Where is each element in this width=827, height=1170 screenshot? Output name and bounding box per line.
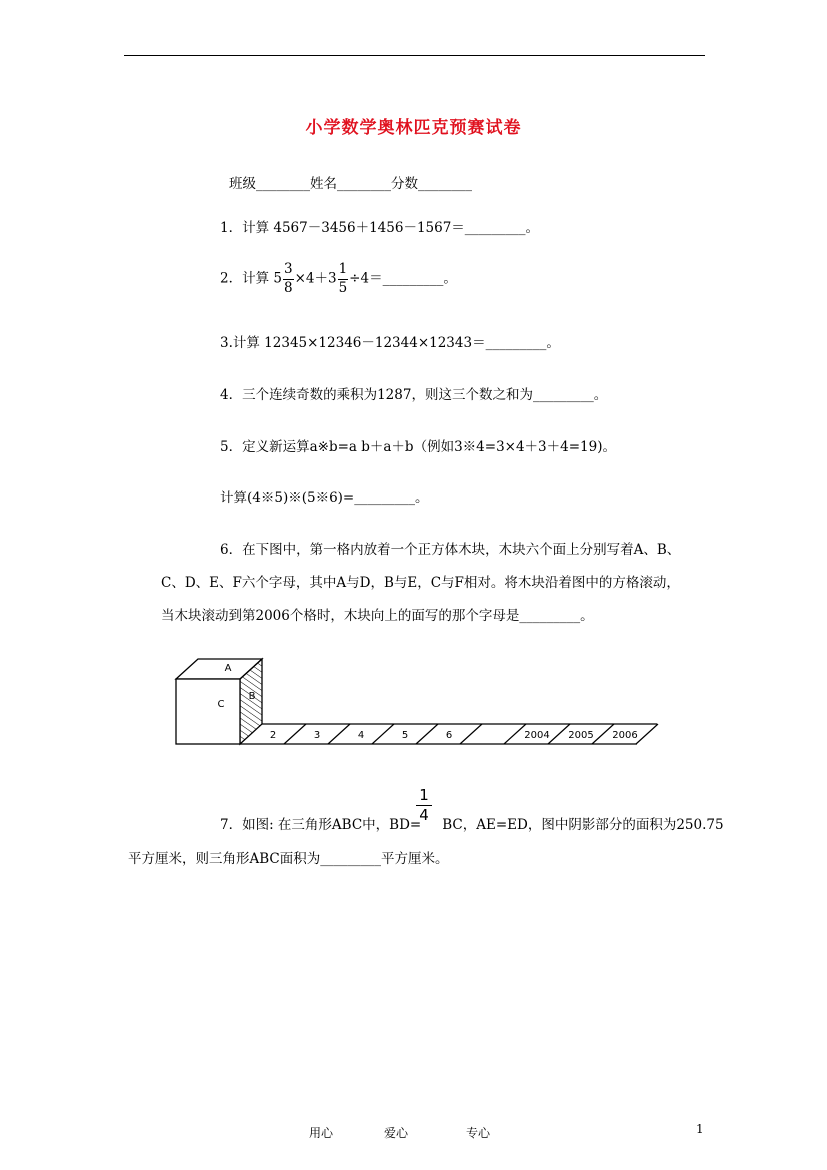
q2-fraction-1-denominator: 8 xyxy=(283,279,293,296)
q2-fraction-1 xyxy=(283,263,294,295)
track-cell-divider xyxy=(372,724,394,744)
track-cell-label: 2004 xyxy=(524,730,550,741)
q7-text-b: BC，AE=ED，图中阴影部分的面积为250.75 xyxy=(442,817,724,833)
track xyxy=(240,724,658,744)
question-7-line-2: 平方厘米，则三角形ABC面积为_________平方厘米。 xyxy=(128,851,449,867)
question-6-line-1: 6．在下图中，第一格内放着一个正方体木块，木块六个面上分别写着A、B、 xyxy=(220,542,681,558)
footer-item-2: 爱心 xyxy=(384,1126,409,1140)
q2-suffix: ÷4＝_________。 xyxy=(349,270,457,287)
q2-fraction-1-numerator: 3 xyxy=(283,263,294,280)
q2-prefix: 2．计算 5 xyxy=(220,270,282,287)
q7-fraction xyxy=(416,788,432,823)
header-rule xyxy=(124,55,705,56)
q2-fraction-2 xyxy=(338,263,349,295)
track-cell-divider xyxy=(504,724,526,744)
question-3: 3.计算 12345×12346－12344×12343＝_________。 xyxy=(220,335,560,351)
page-title: 小学数学奥林匹克预赛试卷 xyxy=(305,118,522,138)
q2-fraction-2-numerator: 1 xyxy=(338,263,349,280)
student-info-line: 班级________姓名________分数________ xyxy=(229,176,472,192)
q7-fraction-numerator: 1 xyxy=(416,788,432,806)
track-cell-label: 2005 xyxy=(568,730,594,741)
track-cell-label: 5 xyxy=(401,730,409,741)
track-cell-label: 4 xyxy=(357,730,365,741)
footer-item-3: 专心 xyxy=(466,1126,491,1140)
track-cell-label: 2 xyxy=(269,730,277,741)
question-5-part-b: 计算(4※5)※(5※6)=_________。 xyxy=(220,490,429,506)
track-cell-divider xyxy=(284,724,306,744)
track-cell-label: 2006 xyxy=(612,730,638,741)
footer-item-1: 用心 xyxy=(309,1126,334,1140)
q2-fraction-2-denominator: 5 xyxy=(338,279,348,296)
track-cell-divider xyxy=(592,724,614,744)
question-7-line-1 xyxy=(220,813,724,833)
track-cell-label: 6 xyxy=(445,730,453,741)
cube-front-label: C xyxy=(217,699,225,710)
question-1: 1．计算 4567－3456＋1456－1567＝_________。 xyxy=(220,220,540,236)
track-cell-divider xyxy=(636,724,658,744)
cube-front-face xyxy=(176,679,240,744)
cube xyxy=(176,659,262,744)
q2-middle: ×4＋3 xyxy=(294,270,337,287)
cube-side-label: B xyxy=(248,691,256,702)
q7-fraction-denominator: 4 xyxy=(419,806,429,824)
rolling-cube-figure xyxy=(160,650,670,755)
question-4: 4．三个连续奇数的乘积为1287，则这三个数之和为_________。 xyxy=(220,387,608,403)
track-cell-divider xyxy=(548,724,570,744)
question-6-line-2: C、D、E、F六个字母，其中A与D，B与E，C与F相对。将木块沿着图中的方格滚动， xyxy=(161,575,680,591)
track-cell-label: 3 xyxy=(313,730,321,741)
question-2 xyxy=(220,263,457,295)
page-number: 1 xyxy=(696,1122,704,1136)
question-5: 5．定义新运算a※b=a b＋a＋b（例如3※4=3×4＋3＋4=19)。 xyxy=(220,439,616,455)
track-cell-divider xyxy=(460,724,482,744)
question-6-line-3: 当木块滚动到第2006个格时，木块向上的面写的那个字母是_________。 xyxy=(161,608,594,624)
track-cell-divider xyxy=(328,724,350,744)
track-cell-divider xyxy=(416,724,438,744)
q7-text-a: 7．如图: 在三角形ABC中，BD= xyxy=(220,817,422,833)
cube-top-label: A xyxy=(224,663,232,674)
